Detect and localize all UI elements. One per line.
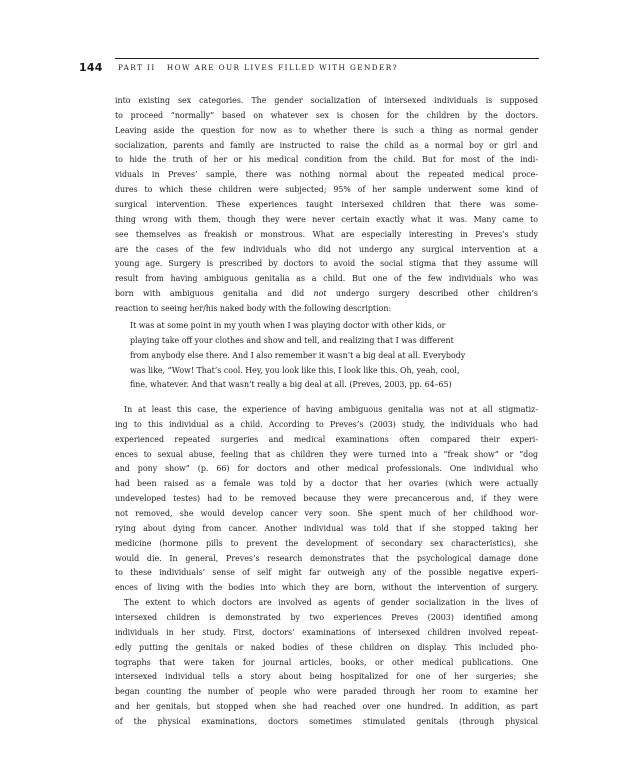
text-line: edly putting the genitals or naked bodies of these children on display. This included pho-: [115, 642, 538, 652]
text-line: ences of living with the bodies into which they are born, without the intervention of surgery.: [115, 583, 538, 593]
text-line: into existing sex categories. The gender socialization of intersexed individuals is supposed: [115, 96, 538, 105]
quote-line: from anybody else there. And I also remember it wasn’t a big deal at all. Everybody: [130, 350, 466, 360]
text-line: ing to this individual as a child. According to Preves’s (2003) study, the individuals who had: [115, 419, 538, 429]
text-line: viduals in Preves’ sample, there was nothing normal about the repeated medical proce-: [115, 170, 538, 180]
text-line: born with ambiguous genitalia and did not undergo surgery described other children’s: [115, 289, 538, 299]
text-line: not removed, she would develop cancer very soon. She spent much of her childhood wor-: [115, 509, 538, 519]
text-line: to hide the truth of her or his medical condition from the child. But for most of the indi-: [115, 155, 538, 165]
text-line: undeveloped testes) had to be removed because they were precancerous and, if they were: [115, 494, 538, 504]
text-line: socialization, parents and family are instructed to raise the child as a normal boy or girl and: [115, 140, 538, 150]
header-rule: [115, 58, 539, 59]
text-line: medicine (hormone pills to prevent the development of secondary sex characteristics), she: [115, 538, 538, 548]
quote-line: playing take off your clothes and show and tell, and realizing that I was different: [130, 335, 454, 345]
running-header: [79, 58, 539, 78]
text-line: would die. In general, Preves’s research demonstrates that the psychological damage done: [115, 553, 538, 563]
text-line: surgical intervention. These experiences taught intersexed children that there was some-: [115, 200, 538, 210]
text-line: individuals in her study. First, doctors’ examinations of intersexed children involved repeat-: [115, 627, 538, 637]
text-line: and pony show” (p. 66) for doctors and other medical professionals. One individual who: [115, 464, 538, 474]
quote-line: fine, whatever. And that wasn’t really a big deal at all. (Preves, 2003, pp. 64–65): [130, 380, 452, 390]
text-line: and her genitals, but stopped when she had reached over one hundred. In addition, as part: [115, 702, 538, 712]
text-line: reaction to seeing her/his naked body with the following description:: [115, 304, 392, 314]
text-line: ences to sexual abuse, feeling that as children they were turned into a “freak show” or “dog: [115, 449, 538, 459]
text-line: see themselves as freakish or monstrous. What are especially interesting in Preves’s study: [115, 229, 538, 239]
chapter-title: HOW ARE OUR LIVES FILLED WITH GENDER?: [166, 63, 398, 72]
body-text-top: [115, 94, 538, 317]
running-title: [118, 63, 398, 72]
text-line: Leaving aside the question for now as to whether there is such a thing as normal gender: [115, 125, 538, 135]
text-line: tographs that were taken for journal articles, books, or other medical publications. One: [115, 657, 538, 667]
quote-line: was like, “Wow! That’s cool. Hey, you look like this, I look like this. Oh, yeah, cool,: [130, 365, 460, 375]
text-line: intersexed children is demonstrated by two experiences Preves (2003) identified among: [115, 613, 538, 623]
text-line: of the physical examinations, doctors sometimes stimulated genitals (through physical: [115, 717, 538, 727]
quote-line: It was at some point in my youth when I was playing doctor with other kids, or: [130, 321, 446, 330]
text-line: to proceed “normally” based on whatever sex is chosen for the children by the doctors.: [115, 110, 538, 120]
text-line: young age. Surgery is prescribed by doctors to avoid the social stigma that they assume will: [115, 259, 538, 269]
text-line: rying about dying from cancer. Another individual was told that if she stopped taking her: [115, 523, 538, 533]
text-line: In at least this case, the experience of having ambiguous genitalia was not at all stigmatiz-: [124, 405, 538, 414]
text-line: are the cases of the few individuals who did not undergo any surgical intervention at a: [115, 244, 538, 254]
block-quote: [130, 319, 510, 393]
text-line: experienced repeated surgeries and medical examinations often compared their experi-: [115, 434, 538, 444]
text-line: to these individuals’ sense of self might far outweigh any of the possible negative experi-: [115, 568, 538, 578]
page-number: 144: [79, 61, 103, 74]
text-line: thing wrong with them, though they were never certain exactly what it was. Many came to: [115, 214, 538, 224]
text-line: intersexed individual tells a story about being hospitalized for one of her surgeries; she: [115, 672, 538, 682]
text-line: dures to which these children were subjected; 95% of her sample underwent some kind of: [115, 185, 538, 195]
body-text-bottom: [115, 403, 538, 730]
part-label: PART II: [118, 63, 156, 72]
text-line: had been raised as a female was told by a doctor that her ovaries (which were actually: [115, 479, 538, 489]
text-line: began counting the number of people who were paraded through her room to examine her: [115, 687, 538, 697]
text-line: result from having ambiguous genitalia as a child. But one of the few individuals who was: [115, 274, 538, 284]
text-line: The extent to which doctors are involved as agents of gender socialization in the lives of: [124, 598, 538, 608]
